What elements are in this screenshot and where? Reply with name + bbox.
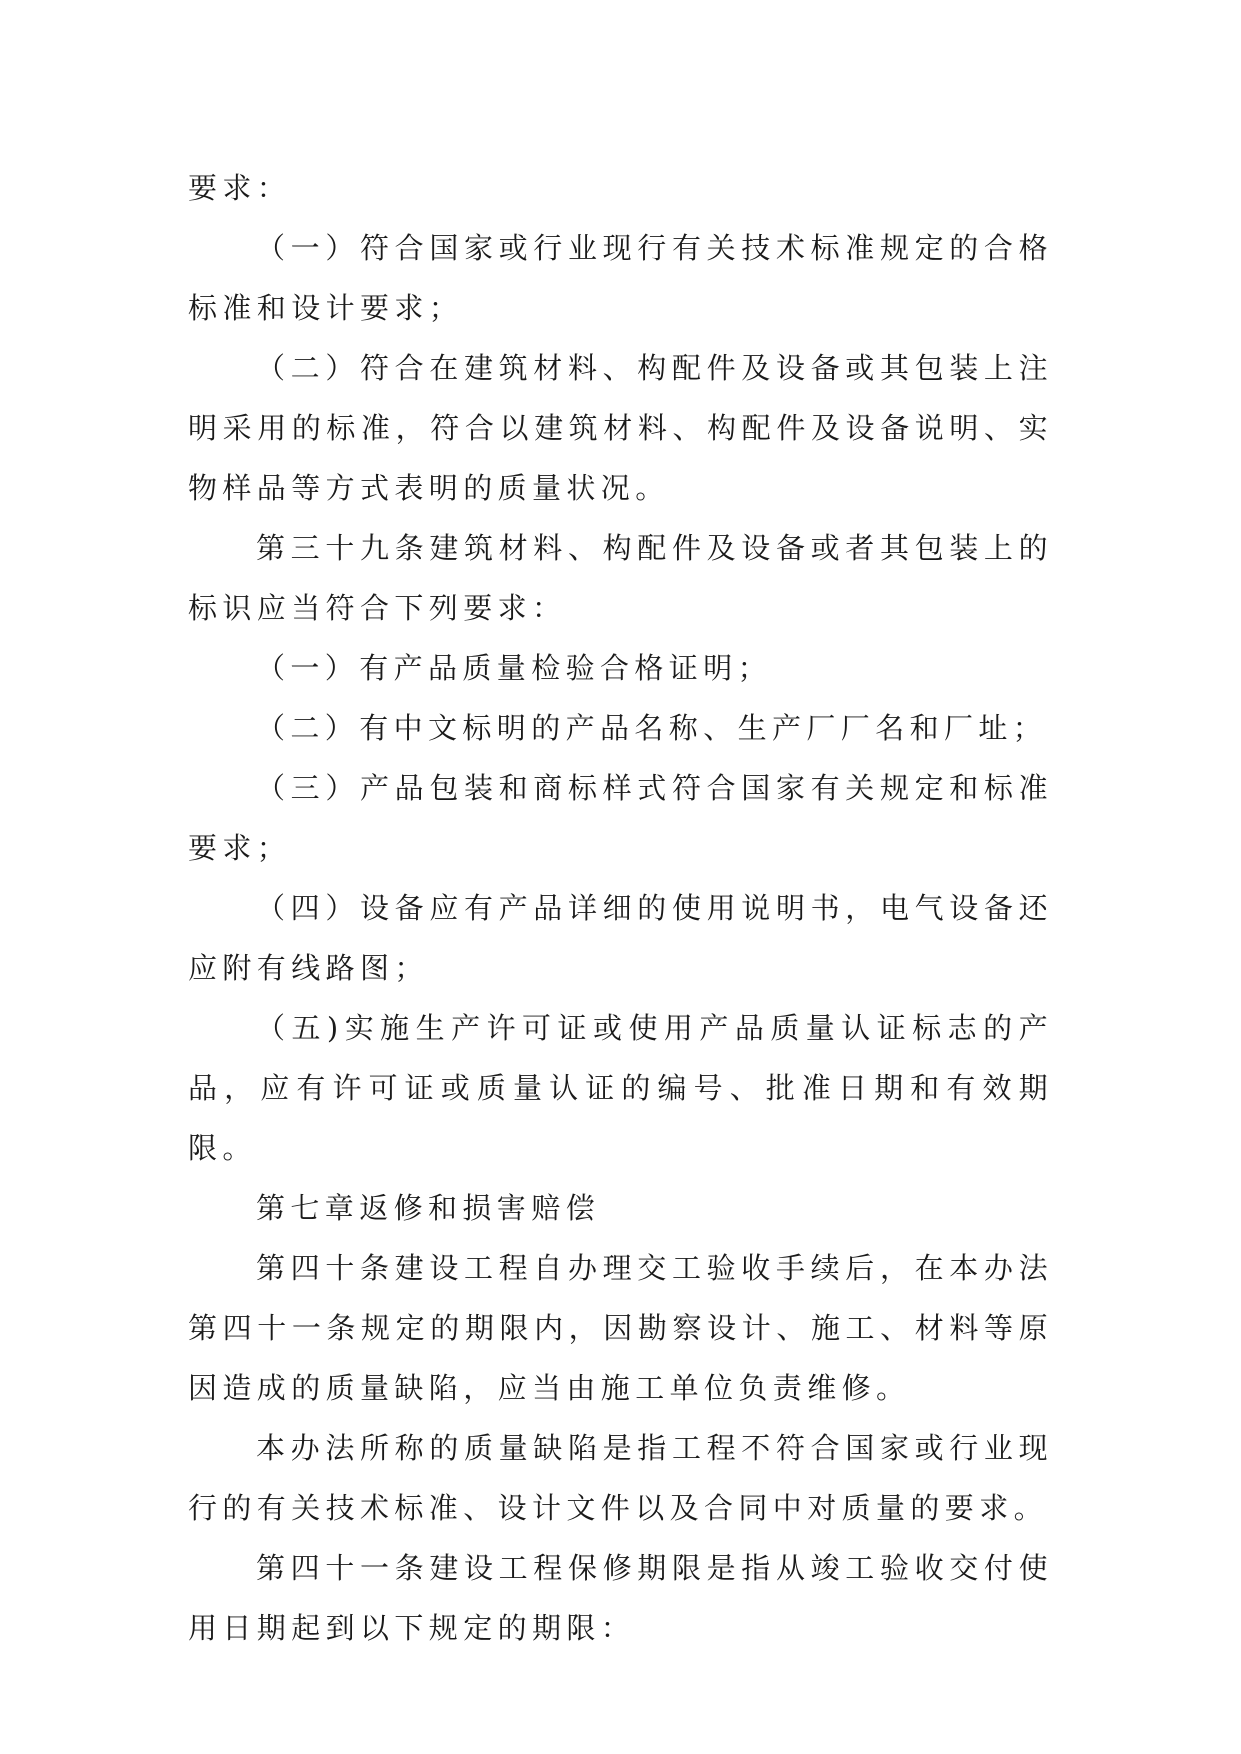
paragraph-article-39: 第三十九条建筑材料、构配件及设备或者其包装上的标识应当符合下列要求： [188,531,1053,625]
paragraph-article-39-item-4: （四）设备应有产品详细的使用说明书，电气设备还应附有线路图； [188,891,1053,985]
paragraph-article-41: 第四十一条建设工程保修期限是指从竣工验收交付使用日期起到以下规定的期限： [188,1551,1053,1645]
chapter-heading: 第七章返修和损害赔偿 [256,1191,601,1225]
paragraph-defect-definition: 本办法所称的质量缺陷是指工程不符合国家或行业现行的有关技术标准、设计文件以及合同中对质量的要求。 [188,1431,1053,1525]
document-body [188,158,1053,1658]
paragraph-article-39-item-2: （二）有中文标明的产品名称、生产厂厂名和厂址； [256,711,1048,745]
paragraph-continuation: 要求： [188,171,292,205]
paragraph-article-39-item-5: （五)实施生产许可证或使用产品质量认证标志的产品，应有许可证或质量认证的编号、批准日期和有效期限。 [188,1011,1053,1165]
paragraph-item-1: （一）符合国家或行业现行有关技术标准规定的合格标准和设计要求； [188,231,1053,325]
paragraph-article-40: 第四十条建设工程自办理交工验收手续后，在本办法第四十一条规定的期限内，因勘察设计、施工、材料等原因造成的质量缺陷，应当由施工单位负责维修。 [188,1251,1053,1405]
paragraph-item-2: （二）符合在建筑材料、构配件及设备或其包装上注明采用的标准，符合以建筑材料、构配件及设备说明、实物样品等方式表明的质量状况。 [188,351,1053,505]
paragraph-article-39-item-1: （一）有产品质量检验合格证明； [256,651,773,685]
paragraph-article-39-item-3: （三）产品包装和商标样式符合国家有关规定和标准要求； [188,771,1053,865]
